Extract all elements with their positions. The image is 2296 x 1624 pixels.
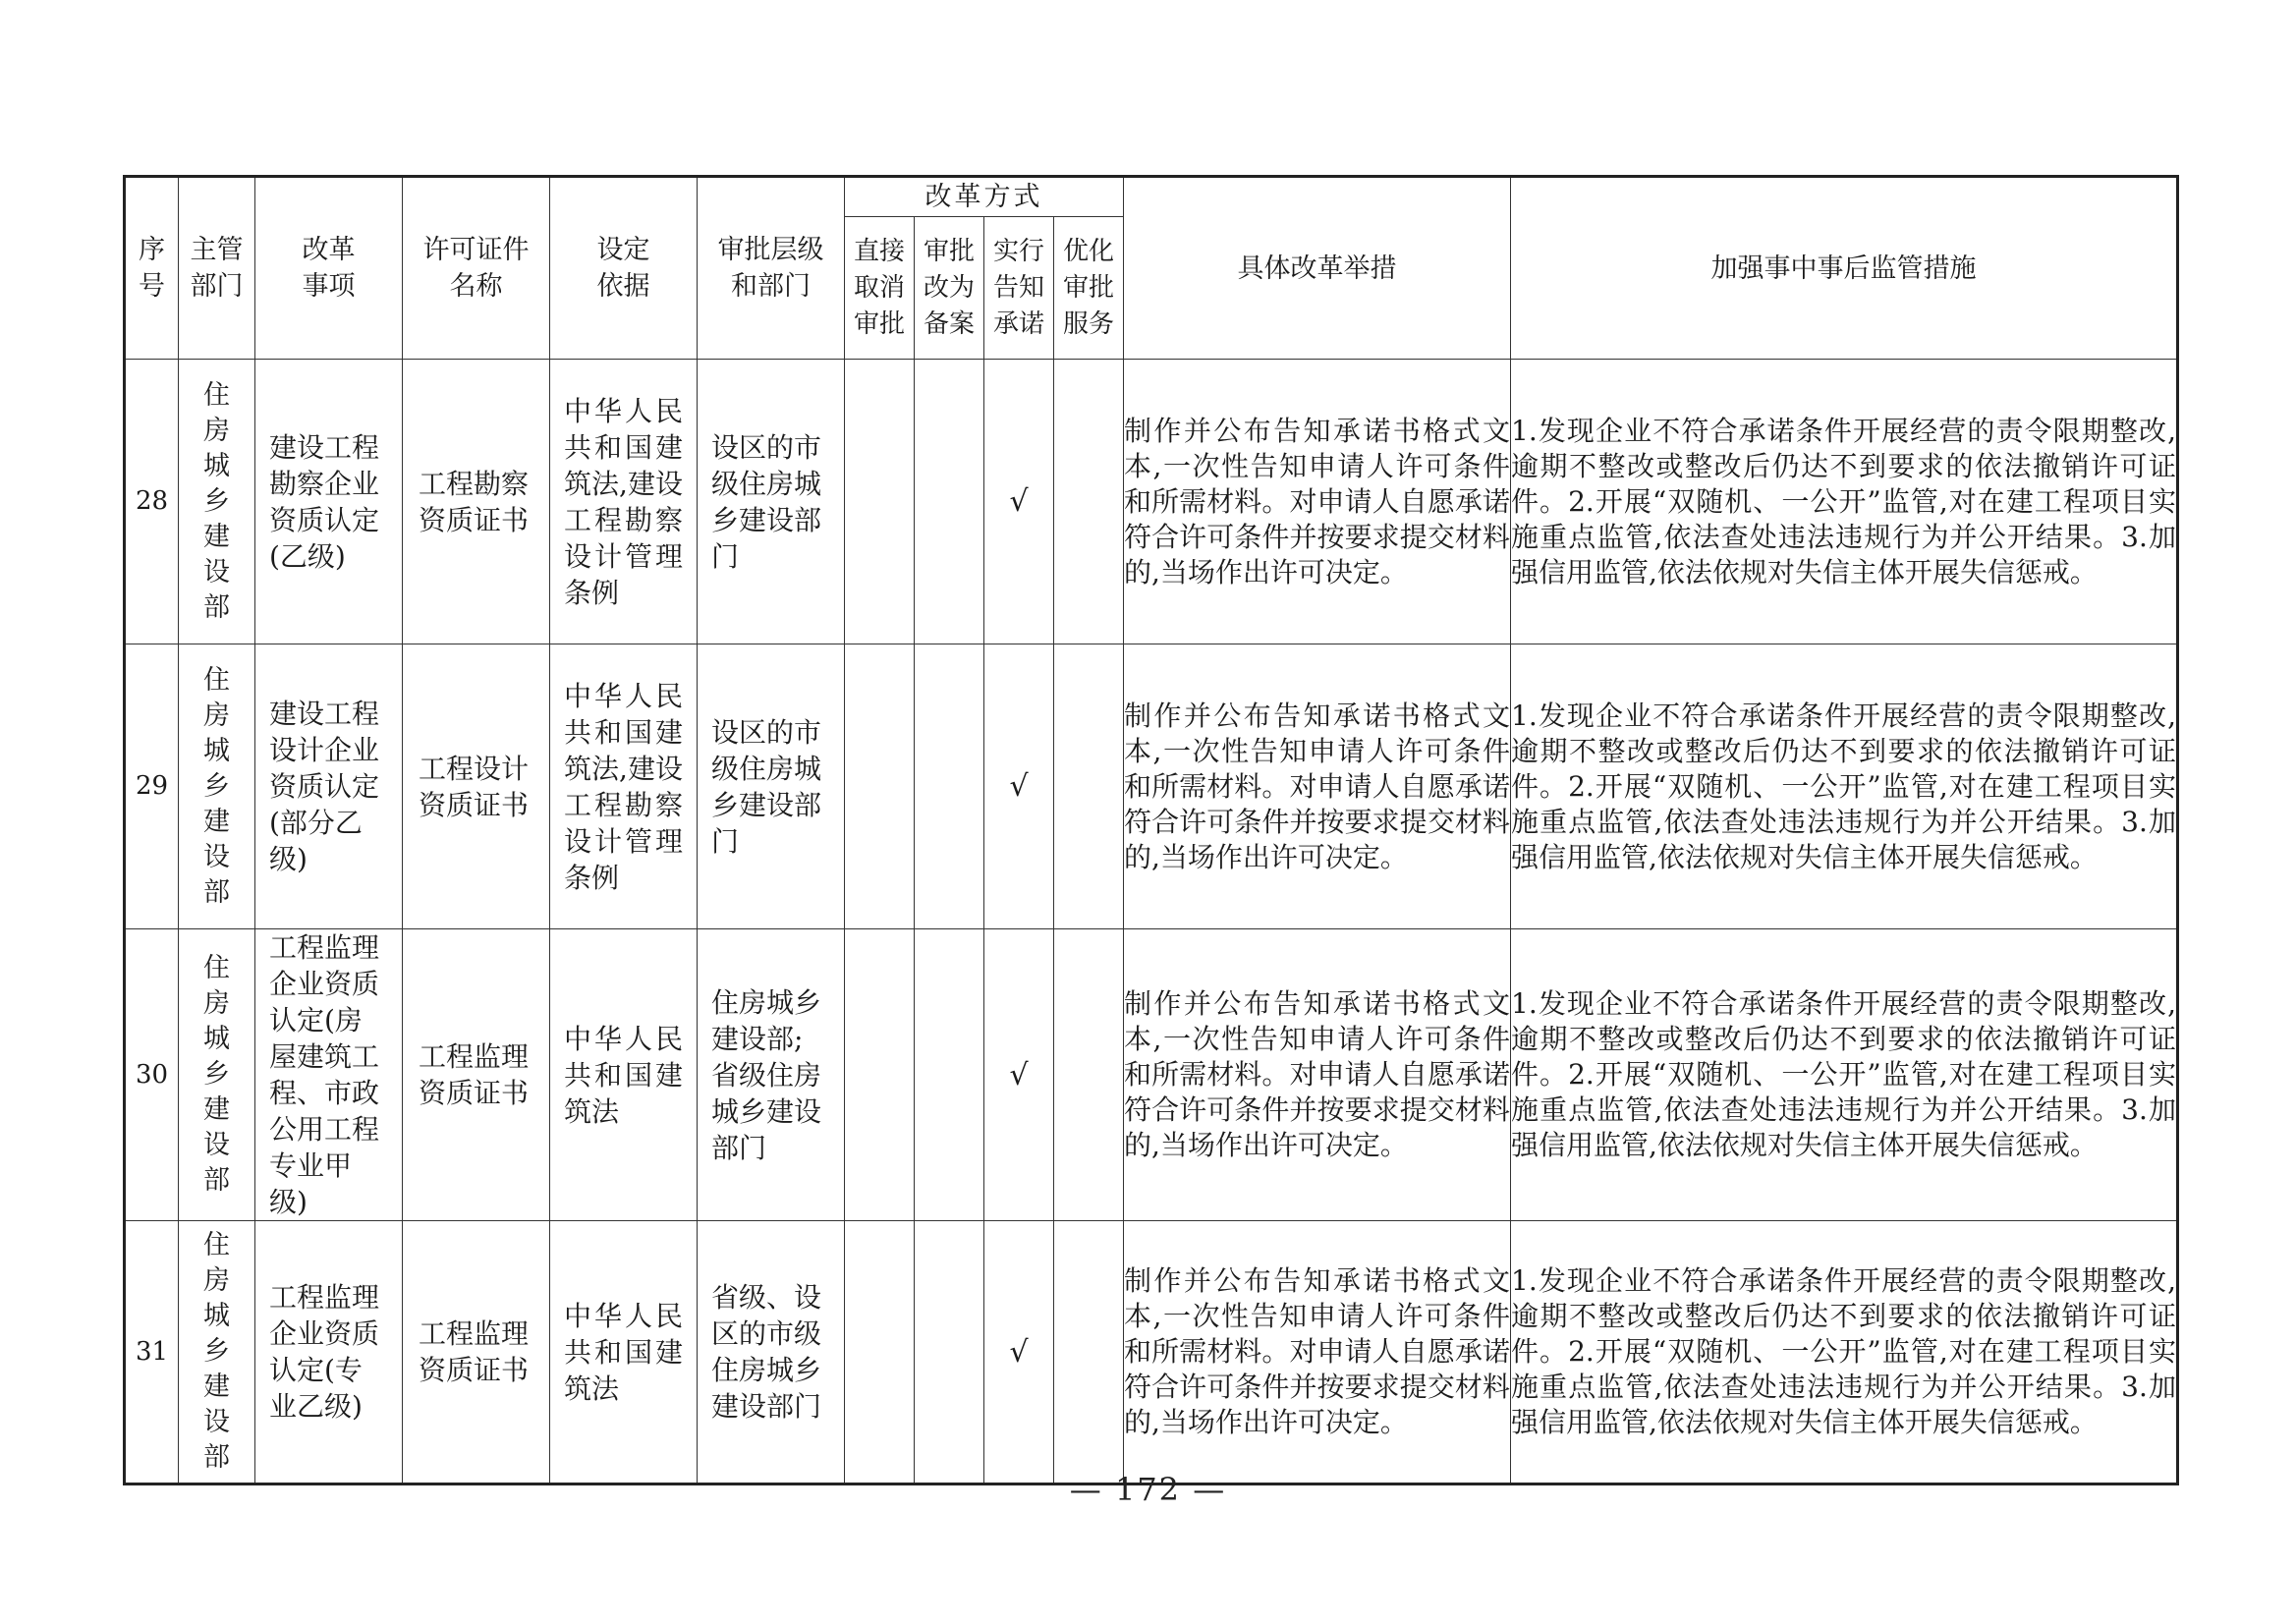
supervision-cell: 1.发现企业不符合承诺条件开展经营的责令限期整改,逾期不整改或整改后仍达不到要求的依法撤销许可证件。2.开展“双随机、一公开”监管,对在建工程项目实施重点监管,依法查处违法违规行为并公开结果。3.加强信用监管,依法依规对失信主体开展失信惩戒。	[1511, 360, 2178, 644]
mode-filing-cell	[915, 360, 984, 644]
mode-optimize-cell	[1054, 929, 1124, 1221]
page-number: — 172 —	[1069, 1471, 1227, 1508]
basis-cell: 中华人民共和国建筑法	[550, 1221, 698, 1484]
supervision-cell: 1.发现企业不符合承诺条件开展经营的责令限期整改,逾期不整改或整改后仍达不到要求的依法撤销许可证件。2.开展“双随机、一公开”监管,对在建工程项目实施重点监管,依法查处违法违规行为并公开结果。3.加强信用监管,依法依规对失信主体开展失信惩戒。	[1511, 929, 2178, 1221]
header-reform-mode: 改革方式	[845, 177, 1124, 217]
item-cell: 建设工程勘察企业资质认定(乙级)	[255, 360, 403, 644]
supervision-cell: 1.发现企业不符合承诺条件开展经营的责令限期整改,逾期不整改或整改后仍达不到要求的依法撤销许可证件。2.开展“双随机、一公开”监管,对在建工程项目实施重点监管,依法查处违法违规行为并公开结果。3.加强信用监管,依法依规对失信主体开展失信惩戒。	[1511, 644, 2178, 929]
measures-cell: 制作并公布告知承诺书格式文本,一次性告知申请人许可条件和所需材料。对申请人自愿承诺符合许可条件并按要求提交材料的,当场作出许可决定。	[1124, 360, 1511, 644]
mode-cancel-cell	[845, 929, 915, 1221]
item-cell: 工程监理企业资质认定(专业乙级)	[255, 1221, 403, 1484]
license-cell: 工程监理资质证书	[403, 1221, 550, 1484]
mode-optimize-cell	[1054, 644, 1124, 929]
mode-cancel-cell	[845, 360, 915, 644]
item-cell: 工程监理企业资质认定(房屋建筑工程、市政公用工程专业甲级)	[255, 929, 403, 1221]
measures-cell: 制作并公布告知承诺书格式文本,一次性告知申请人许可条件和所需材料。对申请人自愿承诺符合许可条件并按要求提交材料的,当场作出许可决定。	[1124, 929, 1511, 1221]
license-cell: 工程勘察资质证书	[403, 360, 550, 644]
level-cell: 住房城乡建设部;省级住房城乡建设部门	[698, 929, 845, 1221]
table-row	[125, 1221, 2178, 1484]
mode-cancel-cell	[845, 644, 915, 929]
header-basis: 设定依据	[550, 177, 698, 360]
table-row	[125, 644, 2178, 929]
dept-cell: 住房城乡建设部	[179, 644, 255, 929]
seq-cell: 29	[125, 644, 179, 929]
basis-cell: 中华人民共和国建筑法,建设工程勘察设计管理条例	[550, 644, 698, 929]
header-mode-filing: 审批改为备案	[915, 217, 984, 360]
item-cell: 建设工程设计企业资质认定(部分乙级)	[255, 644, 403, 929]
checkmark: √	[984, 1221, 1054, 1484]
header-measures: 具体改革举措	[1124, 177, 1511, 360]
header-level: 审批层级和部门	[698, 177, 845, 360]
table-row	[125, 929, 2178, 1221]
table-row	[125, 360, 2178, 644]
header-license: 许可证件名称	[403, 177, 550, 360]
header-mode-commitment: 实行告知承诺	[984, 217, 1054, 360]
dept-cell: 住房城乡建设部	[179, 929, 255, 1221]
mode-optimize-cell	[1054, 360, 1124, 644]
level-cell: 设区的市级住房城乡建设部门	[698, 360, 845, 644]
mode-filing-cell	[915, 1221, 984, 1484]
header-row-1	[125, 177, 2178, 217]
checkmark: √	[984, 644, 1054, 929]
header-seq: 序号	[125, 177, 179, 360]
basis-cell: 中华人民共和国建筑法,建设工程勘察设计管理条例	[550, 360, 698, 644]
basis-cell: 中华人民共和国建筑法	[550, 929, 698, 1221]
dept-cell: 住房城乡建设部	[179, 360, 255, 644]
license-cell: 工程设计资质证书	[403, 644, 550, 929]
checkmark: √	[984, 929, 1054, 1221]
mode-optimize-cell	[1054, 1221, 1124, 1484]
seq-cell: 30	[125, 929, 179, 1221]
mode-filing-cell	[915, 929, 984, 1221]
header-mode-optimize: 优化审批服务	[1054, 217, 1124, 360]
header-item: 改革事项	[255, 177, 403, 360]
checkmark: √	[984, 360, 1054, 644]
level-cell: 设区的市级住房城乡建设部门	[698, 644, 845, 929]
header-supervision: 加强事中事后监管措施	[1511, 177, 2178, 360]
license-cell: 工程监理资质证书	[403, 929, 550, 1221]
header-dept: 主管部门	[179, 177, 255, 360]
measures-cell: 制作并公布告知承诺书格式文本,一次性告知申请人许可条件和所需材料。对申请人自愿承诺符合许可条件并按要求提交材料的,当场作出许可决定。	[1124, 644, 1511, 929]
level-cell: 省级、设区的市级住房城乡建设部门	[698, 1221, 845, 1484]
mode-filing-cell	[915, 644, 984, 929]
dept-cell: 住房城乡建设部	[179, 1221, 255, 1484]
header-mode-cancel: 直接取消审批	[845, 217, 915, 360]
measures-cell: 制作并公布告知承诺书格式文本,一次性告知申请人许可条件和所需材料。对申请人自愿承诺符合许可条件并按要求提交材料的,当场作出许可决定。	[1124, 1221, 1511, 1484]
mode-cancel-cell	[845, 1221, 915, 1484]
reform-table	[123, 175, 2179, 1485]
supervision-cell: 1.发现企业不符合承诺条件开展经营的责令限期整改,逾期不整改或整改后仍达不到要求的依法撤销许可证件。2.开展“双随机、一公开”监管,对在建工程项目实施重点监管,依法查处违法违规行为并公开结果。3.加强信用监管,依法依规对失信主体开展失信惩戒。	[1511, 1221, 2178, 1484]
seq-cell: 28	[125, 360, 179, 644]
seq-cell: 31	[125, 1221, 179, 1484]
